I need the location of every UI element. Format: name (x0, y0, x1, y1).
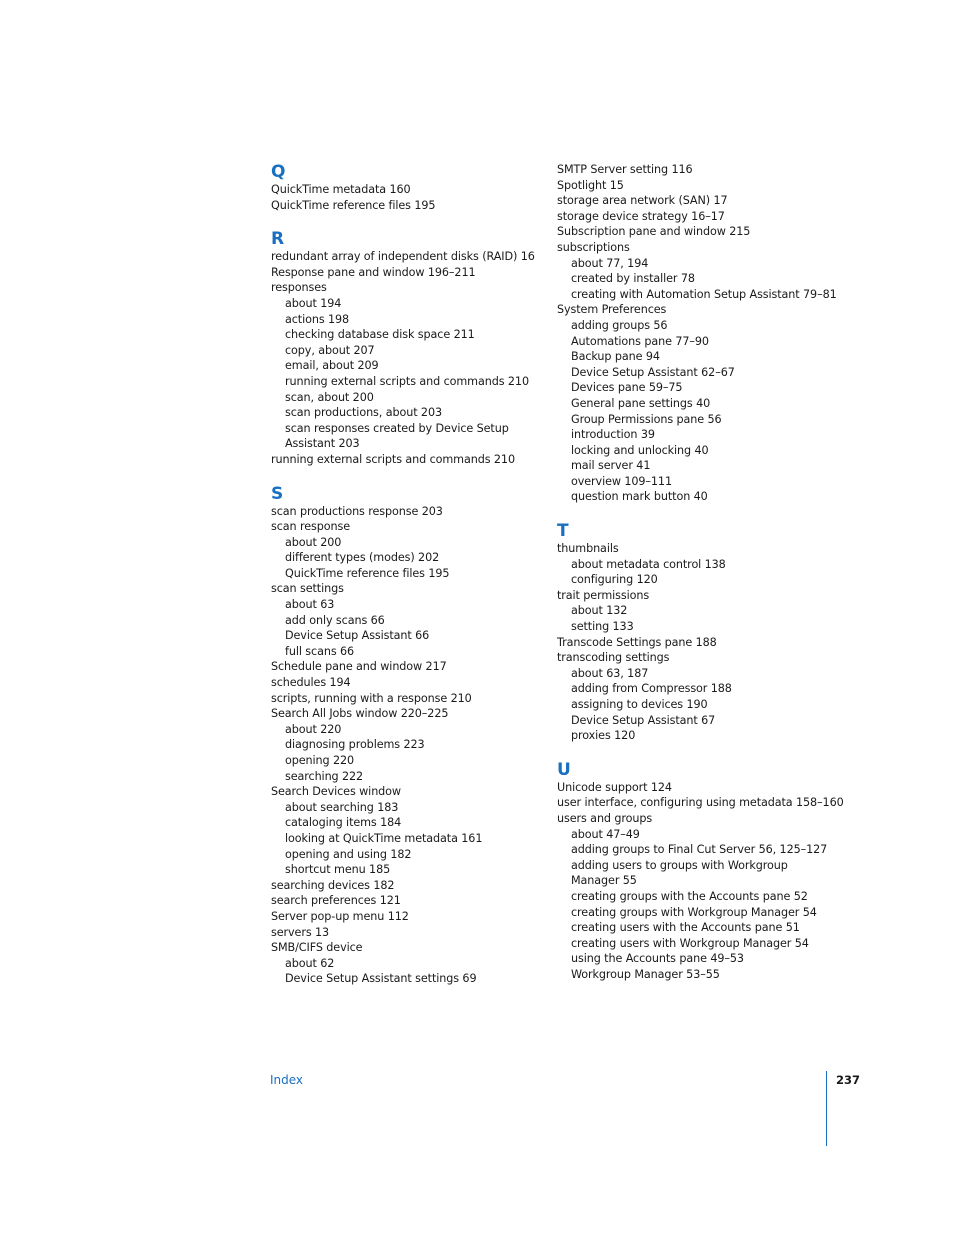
index-entry: trait permissions (557, 588, 650, 602)
index-entry: users and groups (557, 811, 653, 825)
index-subentry: about 62 (285, 956, 335, 970)
index-entry: Transcode Settings pane 188 (557, 635, 717, 649)
index-subentry: diagnosing problems 223 (285, 738, 425, 752)
index-entry: thumbnails (557, 542, 619, 556)
index-section (271, 484, 561, 987)
index-entry: SMTP Server setting 116 (557, 163, 693, 176)
index-subentry: full scans 66 (285, 644, 355, 658)
index-entry: redundant array of independent disks (RAID) 16 (271, 250, 535, 264)
index-entry: search preferences 121 (271, 894, 401, 908)
index-subentry: Assistant 203 (285, 437, 360, 451)
index-entry: storage area network (SAN) 17 (557, 194, 728, 208)
index-subentry: question mark button 40 (571, 490, 708, 504)
index-entry: searching devices 182 (271, 878, 395, 892)
section-letter-heading: T (557, 521, 569, 542)
index-entry: System Preferences (557, 303, 667, 317)
index-subentry: adding users to groups with Workgroup (571, 858, 788, 872)
index-entry: subscriptions (557, 240, 630, 254)
index-entry: scan settings (271, 582, 344, 596)
index-entry: Search Devices window (271, 785, 401, 799)
index-subentry: about searching 183 (285, 800, 399, 814)
page-number: 237 (836, 1073, 861, 1087)
index-subentry: Device Setup Assistant 67 (571, 713, 716, 727)
index-subentry: about 220 (285, 722, 342, 736)
index-subentry: opening 220 (285, 754, 355, 767)
index-subentry: assigning to devices 190 (571, 698, 708, 711)
section-letter-heading: R (271, 229, 285, 250)
index-entry: scan response (271, 520, 350, 534)
index-subentry: searching 222 (285, 769, 364, 783)
index-entry: Subscription pane and window 215 (557, 225, 751, 239)
index-subentry: Devices pane 59–75 (571, 381, 683, 395)
index-subentry: about 47–49 (571, 827, 640, 841)
index-subentry: introduction 39 (571, 428, 655, 442)
index-subentry: creating with Automation Setup Assistant 79–81 (571, 287, 837, 301)
section-letter-heading: Q (271, 162, 286, 182)
index-subentry: about 194 (285, 296, 342, 310)
section-letter-heading: U (557, 759, 571, 780)
index-subentry: General pane settings 40 (571, 396, 711, 410)
index-subentry: Workgroup Manager 53–55 (571, 967, 720, 981)
index-entry: Schedule pane and window 217 (271, 660, 447, 674)
index-subentry: opening and using 182 (285, 847, 412, 861)
footer-section-label: Index (270, 1073, 304, 1087)
section-letter-heading: S (271, 483, 284, 504)
index-subentry: email, about 209 (285, 359, 379, 373)
index-subentry: adding from Compressor 188 (571, 682, 732, 696)
index-entry: servers 13 (271, 925, 330, 939)
index-entry: QuickTime reference files 195 (271, 198, 436, 212)
index-subentry: Device Setup Assistant settings 69 (285, 972, 477, 986)
index-subentry: Manager 55 (571, 874, 637, 888)
index-entry: user interface, configuring using metadata 158–160 (557, 796, 844, 810)
index-subentry: locking and unlocking 40 (571, 443, 709, 457)
index-subentry: adding groups to Final Cut Server 56, 125–127 (571, 843, 828, 857)
index-column-left (271, 162, 561, 987)
index-subentry: Backup pane 94 (571, 350, 660, 364)
footer-divider (826, 1071, 827, 1146)
index-subentry: scan productions, about 203 (285, 406, 442, 420)
index-subentry: scan responses created by Device Setup (285, 421, 509, 435)
index-subentry: add only scans 66 (285, 613, 385, 627)
index-section (271, 162, 561, 213)
index-subentry: about 200 (285, 535, 342, 549)
index-section (557, 162, 857, 505)
index-subentry: mail server 41 (571, 459, 651, 473)
index-subentry: checking database disk space 211 (285, 328, 475, 342)
index-subentry: Automations pane 77–90 (571, 334, 709, 348)
index-subentry: creating users with the Accounts pane 51 (571, 921, 800, 935)
index-subentry: Device Setup Assistant 66 (285, 629, 430, 643)
index-subentry: created by installer 78 (571, 272, 695, 286)
index-column-right (557, 162, 857, 983)
index-subentry: looking at QuickTime metadata 161 (285, 831, 483, 845)
index-subentry: shortcut menu 185 (285, 863, 391, 877)
index-entry: Spotlight 15 (557, 178, 624, 192)
index-subentry: setting 133 (571, 620, 634, 634)
index-subentry: running external scripts and commands 210 (285, 374, 529, 388)
index-subentry: configuring 120 (571, 573, 658, 587)
index-subentry: about 63, 187 (571, 666, 649, 680)
index-entry: transcoding settings (557, 651, 670, 665)
index-subentry: Device Setup Assistant 62–67 (571, 365, 735, 379)
index-entry: Search All Jobs window 220–225 (271, 707, 449, 721)
index-entry: SMB/CIFS device (271, 941, 363, 955)
index-entry: scripts, running with a response 210 (271, 691, 472, 705)
index-subentry: using the Accounts pane 49–53 (571, 952, 744, 966)
index-subentry: about 77, 194 (571, 256, 649, 270)
index-entry: schedules 194 (271, 676, 351, 690)
index-entry: Unicode support 124 (557, 780, 672, 794)
index-subentry: adding groups 56 (571, 318, 668, 332)
index-subentry: QuickTime reference files 195 (285, 566, 450, 580)
index-subentry: creating groups with the Accounts pane 52 (571, 889, 808, 903)
index-subentry: creating users with Workgroup Manager 54 (571, 936, 809, 950)
index-entry: responses (271, 281, 327, 295)
index-subentry: different types (modes) 202 (285, 551, 440, 565)
index-entry: Response pane and window 196–211 (271, 265, 476, 279)
index-entry: running external scripts and commands 210 (271, 452, 515, 466)
index-subentry: Group Permissions pane 56 (571, 412, 722, 426)
index-subentry: about metadata control 138 (571, 557, 726, 571)
index-subentry: about 63 (285, 598, 335, 612)
index-entry: storage device strategy 16–17 (557, 209, 725, 223)
index-subentry: actions 198 (285, 312, 350, 326)
index-section (271, 229, 561, 467)
index-subentry: about 132 (571, 604, 628, 618)
index-entry: scan productions response 203 (271, 504, 443, 518)
index-section (557, 521, 857, 744)
index-subentry: overview 109–111 (571, 474, 672, 488)
index-subentry: scan, about 200 (285, 390, 374, 404)
index-subentry: proxies 120 (571, 729, 636, 743)
index-subentry: copy, about 207 (285, 343, 375, 357)
index-entry: Server pop-up menu 112 (271, 909, 409, 923)
index-subentry: creating groups with Workgroup Manager 54 (571, 905, 817, 919)
index-subentry: cataloging items 184 (285, 816, 402, 830)
index-section (557, 760, 857, 983)
index-entry: QuickTime metadata 160 (271, 183, 411, 196)
